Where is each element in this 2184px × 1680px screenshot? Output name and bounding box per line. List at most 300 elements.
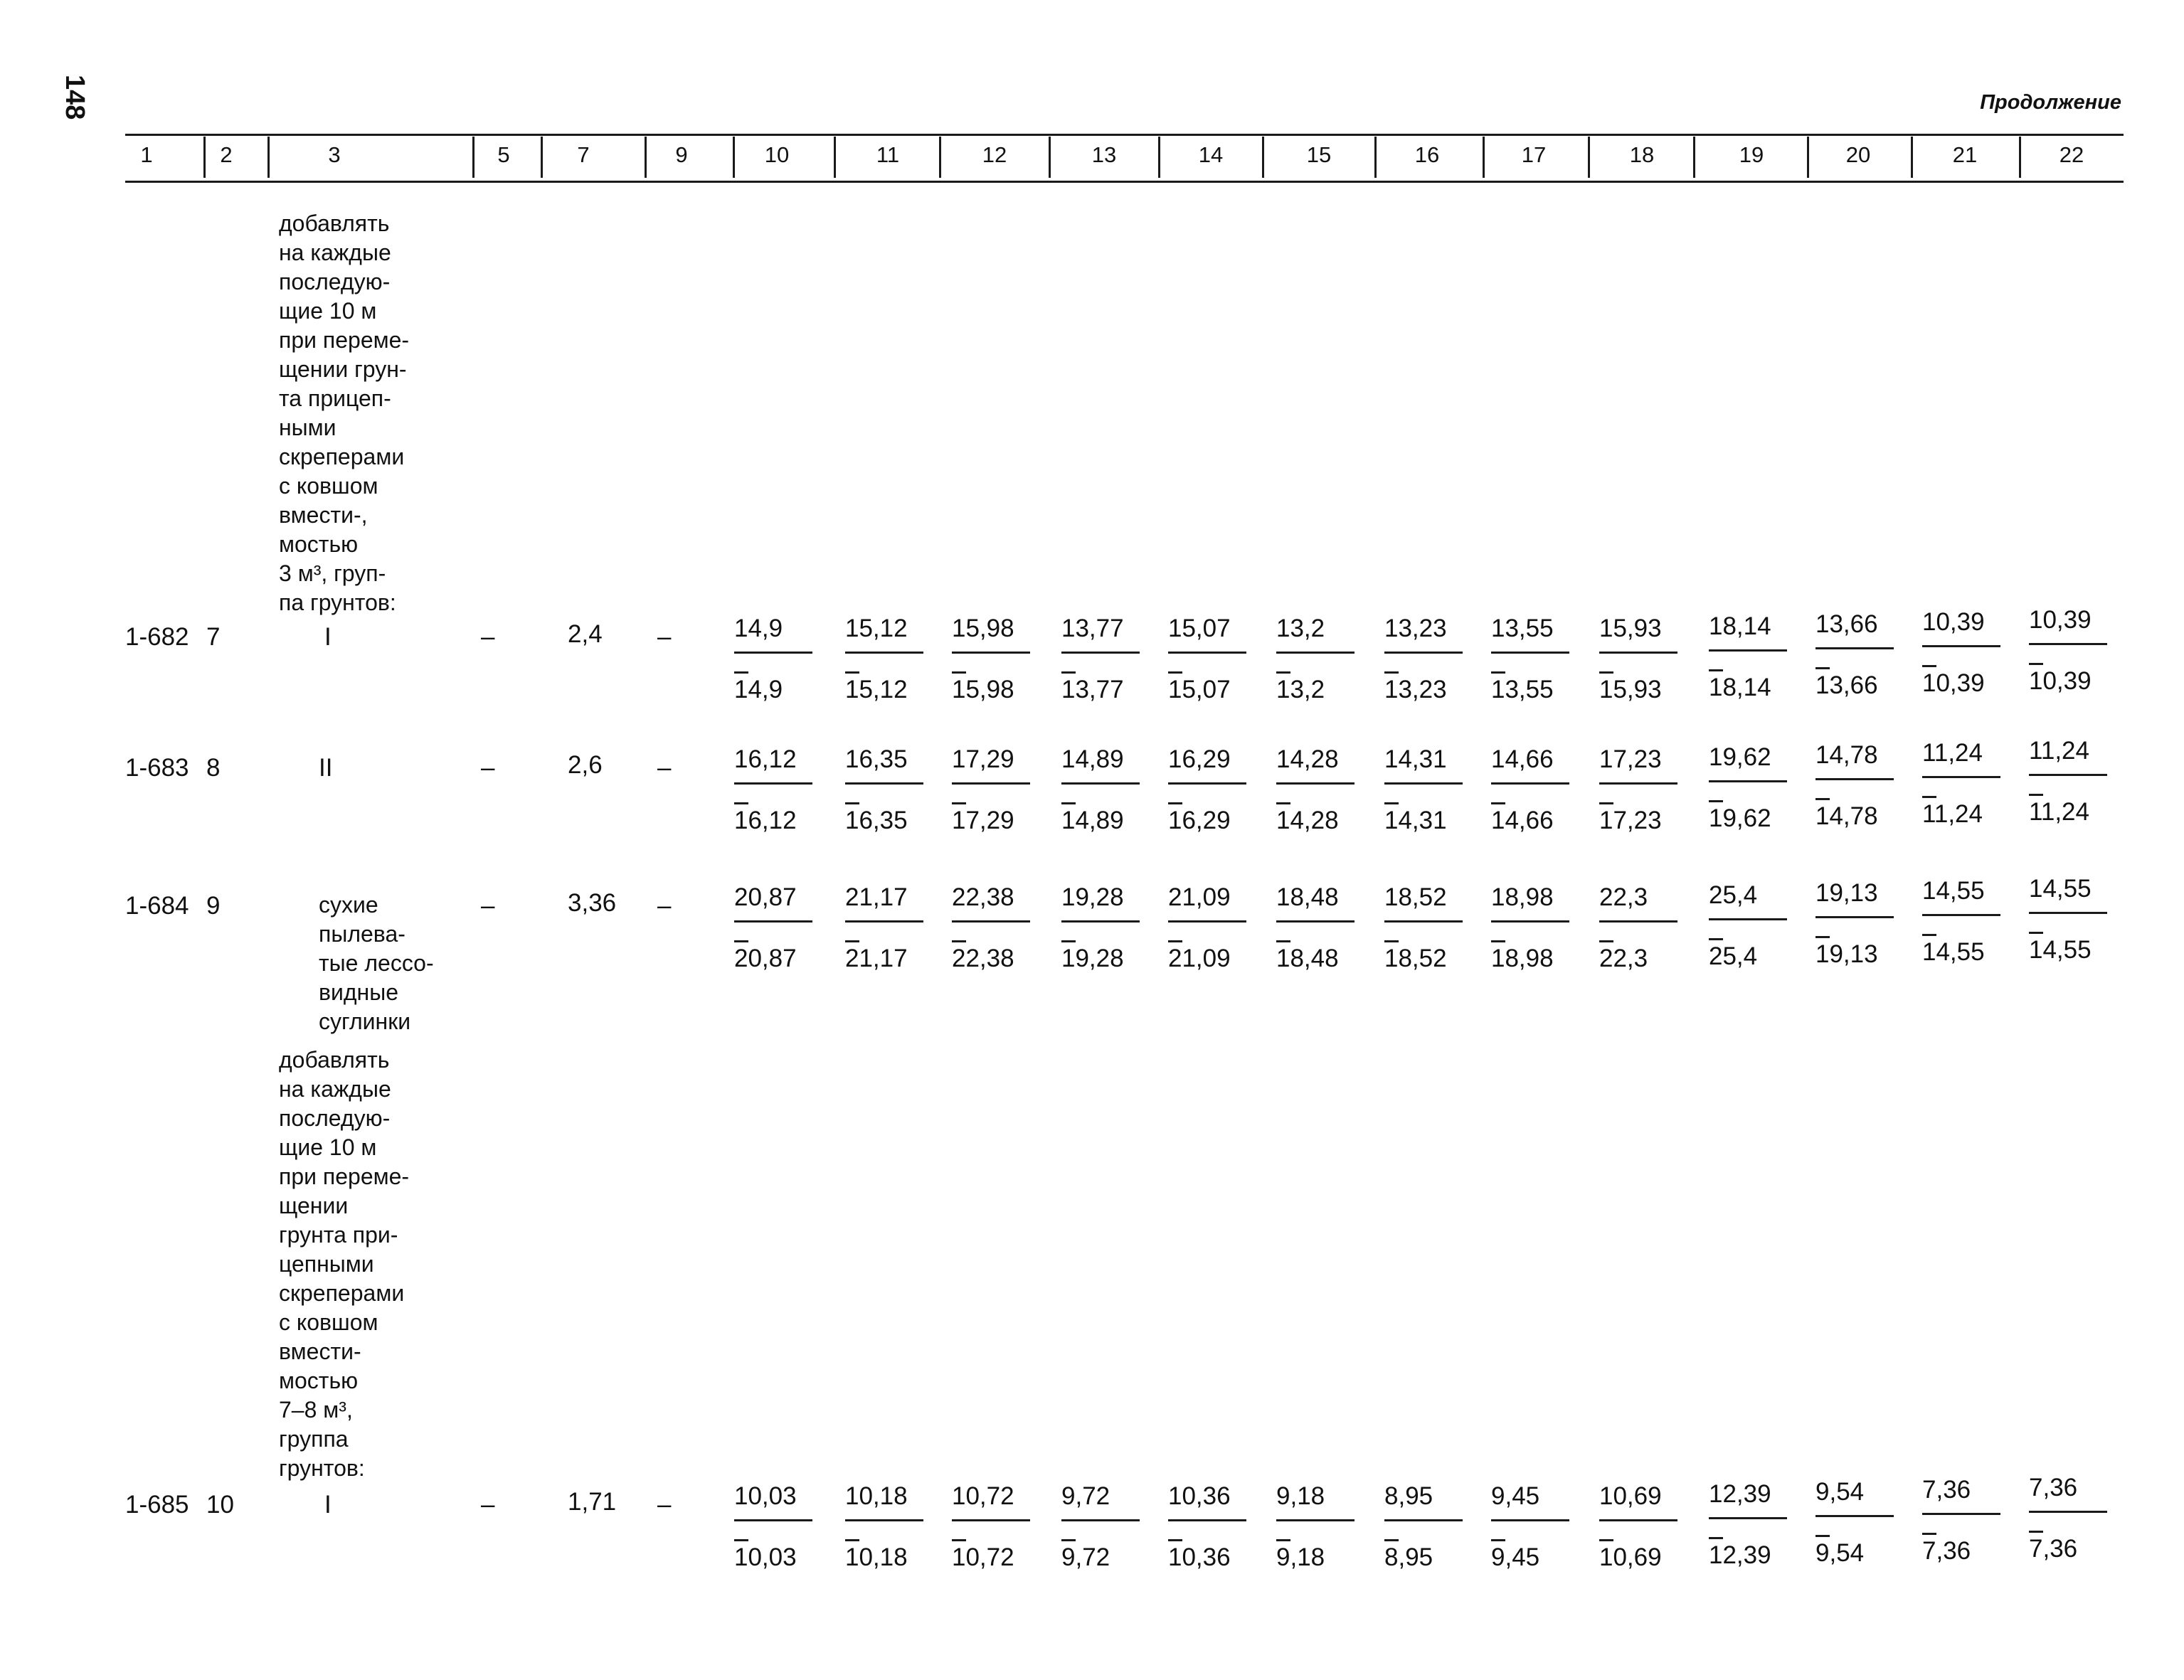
value-numerator: 13,55 [1491,615,1554,642]
fraction-bar [845,782,923,785]
column-header-9: 9 [675,142,688,167]
value-numerator: 14,31 [1384,745,1447,773]
value-fraction [1922,1476,2008,1564]
header-separator [834,137,836,178]
header-separator [203,137,206,178]
header-separator [1588,137,1590,178]
column-header-22: 22 [2059,142,2084,167]
value-numerator: 20,87 [734,883,797,911]
value-denominator: 18,98 [1491,945,1554,972]
column-header-19: 19 [1739,142,1764,167]
value-numerator: 18,52 [1384,883,1447,911]
row-col9: – [657,754,672,782]
fraction-bar [2029,643,2107,645]
fraction-bar [1384,1519,1463,1521]
fraction-bar [845,1519,923,1521]
value-fraction [1276,883,1362,972]
fraction-bar [1599,782,1677,785]
fraction-bar [734,1519,812,1521]
row-col7: 1,71 [568,1488,617,1516]
value-numerator: 16,35 [845,745,908,773]
value-denominator: 19,28 [1061,945,1124,972]
row-number: 9 [206,892,221,920]
fraction-dash [1276,802,1290,804]
column-header-11: 11 [876,142,900,167]
header-separator [1374,137,1377,178]
value-numerator: 7,36 [2029,1474,2078,1501]
value-fraction [1384,615,1470,703]
row-soil-group: I [324,623,332,651]
fraction-dash [1599,802,1613,804]
value-numerator: 13,66 [1815,610,1878,638]
header-separator [733,137,735,178]
column-header-15: 15 [1306,142,1332,167]
fraction-dash [1491,1539,1505,1541]
value-numerator: 21,17 [845,883,908,911]
fraction-bar [1922,1513,2000,1515]
page-number: 148 [60,75,90,120]
value-fraction [1276,745,1362,834]
fraction-bar [2029,1511,2107,1513]
fraction-bar [1276,1519,1355,1521]
value-numerator: 9,54 [1815,1478,1865,1506]
value-fraction [1061,883,1147,972]
value-numerator: 10,36 [1168,1482,1231,1510]
value-fraction [1276,1482,1362,1570]
fraction-bar [1384,652,1463,654]
fraction-dash [2029,932,2043,934]
row-number: 7 [206,623,221,651]
value-numerator: 22,3 [1599,883,1648,911]
fraction-dash [1709,800,1723,802]
value-fraction [1384,745,1470,834]
column-header-13: 13 [1091,142,1117,167]
value-numerator: 8,95 [1384,1482,1433,1510]
fraction-bar [1709,918,1787,920]
value-numerator: 18,14 [1709,612,1771,640]
value-fraction [2029,606,2114,694]
value-denominator: 13,2 [1276,676,1325,703]
intro-text-2: добавлять на каждые последую- щие 10 м при переме- щении грунта при- цепными скреперами с ковшом вмести- мостью 7–8 м³, группа грунтов: [279,1047,410,1481]
fraction-bar [1709,1517,1787,1519]
row-col5: – [481,892,495,920]
value-numerator: 12,39 [1709,1480,1771,1508]
value-fraction [1599,883,1685,972]
value-numerator: 10,69 [1599,1482,1662,1510]
value-denominator: 10,72 [952,1543,1014,1571]
value-fraction [734,1482,820,1570]
header-separator [541,137,543,178]
fraction-dash [734,671,748,674]
value-fraction [1815,879,1901,967]
value-denominator: 10,69 [1599,1543,1662,1571]
value-numerator: 7,36 [1922,1476,1971,1504]
value-numerator: 13,77 [1061,615,1124,642]
fraction-bar [1709,780,1787,782]
value-denominator: 7,36 [2029,1535,2078,1563]
value-numerator: 13,2 [1276,615,1325,642]
fraction-dash [952,671,966,674]
value-denominator: 9,72 [1061,1543,1110,1571]
column-header-7: 7 [577,142,590,167]
row-col9: – [657,892,672,920]
value-fraction [734,615,820,703]
row-soil-group: II [319,754,333,782]
header-separator [1483,137,1485,178]
value-fraction [1922,608,2008,696]
header-separator [1262,137,1264,178]
fraction-bar [734,652,812,654]
fraction-dash [1061,1539,1076,1541]
value-fraction [845,883,931,972]
fraction-dash [1709,1537,1723,1539]
value-fraction [845,745,931,834]
fraction-bar [952,920,1030,923]
fraction-dash [2029,663,2043,665]
fraction-dash [1384,940,1399,942]
fraction-bar [1061,920,1140,923]
value-numerator: 18,98 [1491,883,1554,911]
value-fraction [734,745,820,834]
fraction-bar [2029,774,2107,776]
value-numerator: 14,55 [1922,877,1985,905]
value-numerator: 10,18 [845,1482,908,1510]
value-denominator: 14,28 [1276,807,1339,834]
value-fraction [1709,881,1794,969]
value-fraction [1709,1480,1794,1568]
header-separator [267,137,270,178]
value-fraction [845,615,931,703]
fraction-dash [1922,1533,1936,1535]
value-fraction [1491,883,1576,972]
fraction-bar [1922,645,2000,647]
value-fraction [2029,1474,2114,1562]
column-header-1: 1 [140,142,153,167]
value-numerator: 16,12 [734,745,797,773]
value-fraction [1599,1482,1685,1570]
value-numerator: 9,45 [1491,1482,1540,1510]
value-denominator: 14,78 [1815,802,1878,830]
value-denominator: 16,29 [1168,807,1231,834]
fraction-dash [1276,671,1290,674]
value-fraction [1168,883,1253,972]
value-denominator: 18,52 [1384,945,1447,972]
value-denominator: 22,38 [952,945,1014,972]
row-code: 1-683 [125,754,189,782]
header-separator [2019,137,2021,178]
value-fraction [1061,615,1147,703]
value-denominator: 9,18 [1276,1543,1325,1571]
row-col9: – [657,623,672,651]
value-denominator: 9,45 [1491,1543,1540,1571]
fraction-dash [1815,1535,1830,1537]
value-numerator: 16,29 [1168,745,1231,773]
value-denominator: 16,12 [734,807,797,834]
fraction-dash [2029,1531,2043,1533]
column-header-18: 18 [1629,142,1655,167]
fraction-bar [1061,1519,1140,1521]
value-fraction [952,745,1037,834]
value-numerator: 19,62 [1709,743,1771,771]
value-fraction [952,615,1037,703]
header-separator [1911,137,1913,178]
fraction-bar [734,920,812,923]
value-denominator: 18,48 [1276,945,1339,972]
fraction-bar [1168,920,1246,923]
fraction-bar [1384,782,1463,785]
value-denominator: 14,31 [1384,807,1447,834]
value-denominator: 10,03 [734,1543,797,1571]
value-fraction [1061,1482,1147,1570]
fraction-bar [734,782,812,785]
fraction-dash [1709,669,1723,671]
value-numerator: 19,13 [1815,879,1878,907]
header-separator [1807,137,1809,178]
value-fraction [1491,615,1576,703]
value-fraction [1384,1482,1470,1570]
fraction-bar [1061,652,1140,654]
fraction-dash [1276,940,1290,942]
value-numerator: 10,03 [734,1482,797,1510]
fraction-dash [952,1539,966,1541]
fraction-bar [1168,652,1246,654]
value-numerator: 14,66 [1491,745,1554,773]
row-col7: 2,4 [568,620,603,648]
fraction-bar [952,782,1030,785]
fraction-dash [952,802,966,804]
value-fraction [2029,737,2114,825]
value-denominator: 17,23 [1599,807,1662,834]
value-denominator: 9,54 [1815,1539,1865,1567]
value-denominator: 13,66 [1815,671,1878,699]
row-code: 1-682 [125,623,189,651]
value-numerator: 9,18 [1276,1482,1325,1510]
fraction-bar [1815,778,1894,780]
column-header-21: 21 [1952,142,1978,167]
fraction-bar [1168,1519,1246,1521]
fraction-bar [1815,916,1894,918]
value-numerator: 10,39 [1922,608,1985,636]
value-numerator: 10,72 [952,1482,1014,1510]
value-denominator: 16,35 [845,807,908,834]
value-denominator: 8,95 [1384,1543,1433,1571]
value-fraction [1709,743,1794,831]
value-numerator: 11,24 [1922,739,1983,767]
fraction-bar [1815,647,1894,649]
value-numerator: 18,48 [1276,883,1339,911]
row-number: 8 [206,754,221,782]
value-fraction [1709,612,1794,701]
value-denominator: 10,36 [1168,1543,1231,1571]
value-denominator: 11,24 [2029,798,2089,826]
fraction-bar [1168,782,1246,785]
fraction-dash [1491,940,1505,942]
fraction-bar [1922,914,2000,916]
fraction-dash [1815,936,1830,938]
fraction-bar [1922,776,2000,778]
fraction-bar [1599,652,1677,654]
row-col5: – [481,623,495,651]
fraction-dash [1276,1539,1290,1541]
fraction-dash [734,1539,748,1541]
fraction-dash [734,940,748,942]
row-code: 1-684 [125,892,189,920]
fraction-dash [1599,940,1613,942]
value-fraction [952,883,1037,972]
fraction-dash [1061,671,1076,674]
fraction-bar [1599,1519,1677,1521]
fraction-dash [1922,796,1936,798]
continuation-label: Продолжение [1980,91,2121,114]
value-numerator: 17,23 [1599,745,1662,773]
header-separator [1049,137,1051,178]
value-numerator: 14,28 [1276,745,1339,773]
value-fraction [1922,739,2008,827]
value-fraction [845,1482,931,1570]
value-denominator: 14,89 [1061,807,1124,834]
value-denominator: 11,24 [1922,800,1983,828]
row-col9: – [657,1491,672,1519]
fraction-dash [734,802,748,804]
intro-text-1: добавлять на каждые последую- щие 10 м при переме- щении грун- та прицеп- ными скреперами с ковшом вмести-, мостью 3 м³, груп- па грунтов: [279,211,410,615]
row-number: 10 [206,1491,234,1519]
fraction-dash [1168,1539,1182,1541]
fraction-dash [1168,802,1182,804]
value-fraction [1815,610,1901,698]
value-fraction [1599,615,1685,703]
header-separator [472,137,475,178]
value-fraction [2029,875,2114,963]
value-denominator: 19,62 [1709,804,1771,832]
fraction-dash [1384,671,1399,674]
value-denominator: 17,29 [952,807,1014,834]
fraction-dash [1384,802,1399,804]
fraction-dash [1922,665,1936,667]
header-top-rule [125,134,2124,136]
value-denominator: 13,55 [1491,676,1554,703]
row-code: 1-685 [125,1491,189,1519]
fraction-bar [1491,1519,1569,1521]
value-fraction [1599,745,1685,834]
fraction-bar [1599,920,1677,923]
value-denominator: 14,66 [1491,807,1554,834]
header-separator [645,137,647,178]
value-numerator: 14,55 [2029,875,2092,903]
column-header-20: 20 [1845,142,1871,167]
fraction-dash [1709,938,1723,940]
fraction-bar [952,652,1030,654]
fraction-dash [1815,667,1830,669]
fraction-dash [1061,802,1076,804]
column-header-10: 10 [764,142,790,167]
fraction-dash [2029,794,2043,796]
value-fraction [1276,615,1362,703]
value-denominator: 22,3 [1599,945,1648,972]
value-numerator: 11,24 [2029,737,2089,765]
column-header-12: 12 [982,142,1007,167]
value-fraction [1922,877,2008,965]
value-denominator: 14,55 [2029,936,2092,964]
fraction-dash [952,940,966,942]
value-fraction [1168,745,1253,834]
header-separator [1158,137,1160,178]
value-denominator: 21,09 [1168,945,1231,972]
value-denominator: 25,4 [1709,942,1758,970]
fraction-dash [1384,1539,1399,1541]
fraction-bar [845,652,923,654]
column-header-3: 3 [328,142,341,167]
header-bottom-rule [125,181,2124,183]
column-header-5: 5 [497,142,510,167]
row-col5: – [481,754,495,782]
value-fraction [1815,1478,1901,1566]
fraction-dash [1168,940,1182,942]
value-fraction [1168,615,1253,703]
fraction-bar [1491,782,1569,785]
fraction-bar [1276,782,1355,785]
value-denominator: 7,36 [1922,1537,1971,1565]
value-numerator: 17,29 [952,745,1014,773]
value-fraction [1491,745,1576,834]
fraction-dash [1491,802,1505,804]
row-soil-group: I [324,1491,332,1519]
value-denominator: 15,12 [845,676,908,703]
fraction-dash [1061,940,1076,942]
value-numerator: 15,93 [1599,615,1662,642]
value-fraction [1384,883,1470,972]
fraction-dash [845,671,859,674]
column-header-2: 2 [220,142,233,167]
value-denominator: 20,87 [734,945,797,972]
value-denominator: 12,39 [1709,1541,1771,1569]
value-denominator: 18,14 [1709,674,1771,701]
value-numerator: 9,72 [1061,1482,1110,1510]
value-denominator: 15,93 [1599,676,1662,703]
fraction-bar [1276,652,1355,654]
value-numerator: 13,23 [1384,615,1447,642]
fraction-dash [845,1539,859,1541]
fraction-bar [1709,649,1787,652]
column-header-17: 17 [1521,142,1547,167]
value-fraction [1815,741,1901,829]
fraction-bar [1384,920,1463,923]
header-separator [939,137,941,178]
fraction-dash [1491,671,1505,674]
fraction-dash [1922,934,1936,936]
value-fraction [1168,1482,1253,1570]
value-denominator: 15,07 [1168,676,1231,703]
value-numerator: 14,89 [1061,745,1124,773]
row-soil-group: сухие пылева- тые лессо- видные суглинки [319,892,434,1034]
value-numerator: 15,12 [845,615,908,642]
value-numerator: 14,9 [734,615,783,642]
value-denominator: 13,77 [1061,676,1124,703]
fraction-bar [952,1519,1030,1521]
value-numerator: 19,28 [1061,883,1124,911]
value-denominator: 21,17 [845,945,908,972]
row-col7: 3,36 [568,889,617,917]
fraction-dash [1168,671,1182,674]
fraction-bar [1491,920,1569,923]
row-col5: – [481,1491,495,1519]
value-numerator: 15,98 [952,615,1014,642]
value-fraction [734,883,820,972]
fraction-dash [1599,671,1613,674]
value-denominator: 13,23 [1384,676,1447,703]
value-denominator: 14,55 [1922,938,1985,966]
value-numerator: 15,07 [1168,615,1231,642]
value-fraction [1491,1482,1576,1570]
